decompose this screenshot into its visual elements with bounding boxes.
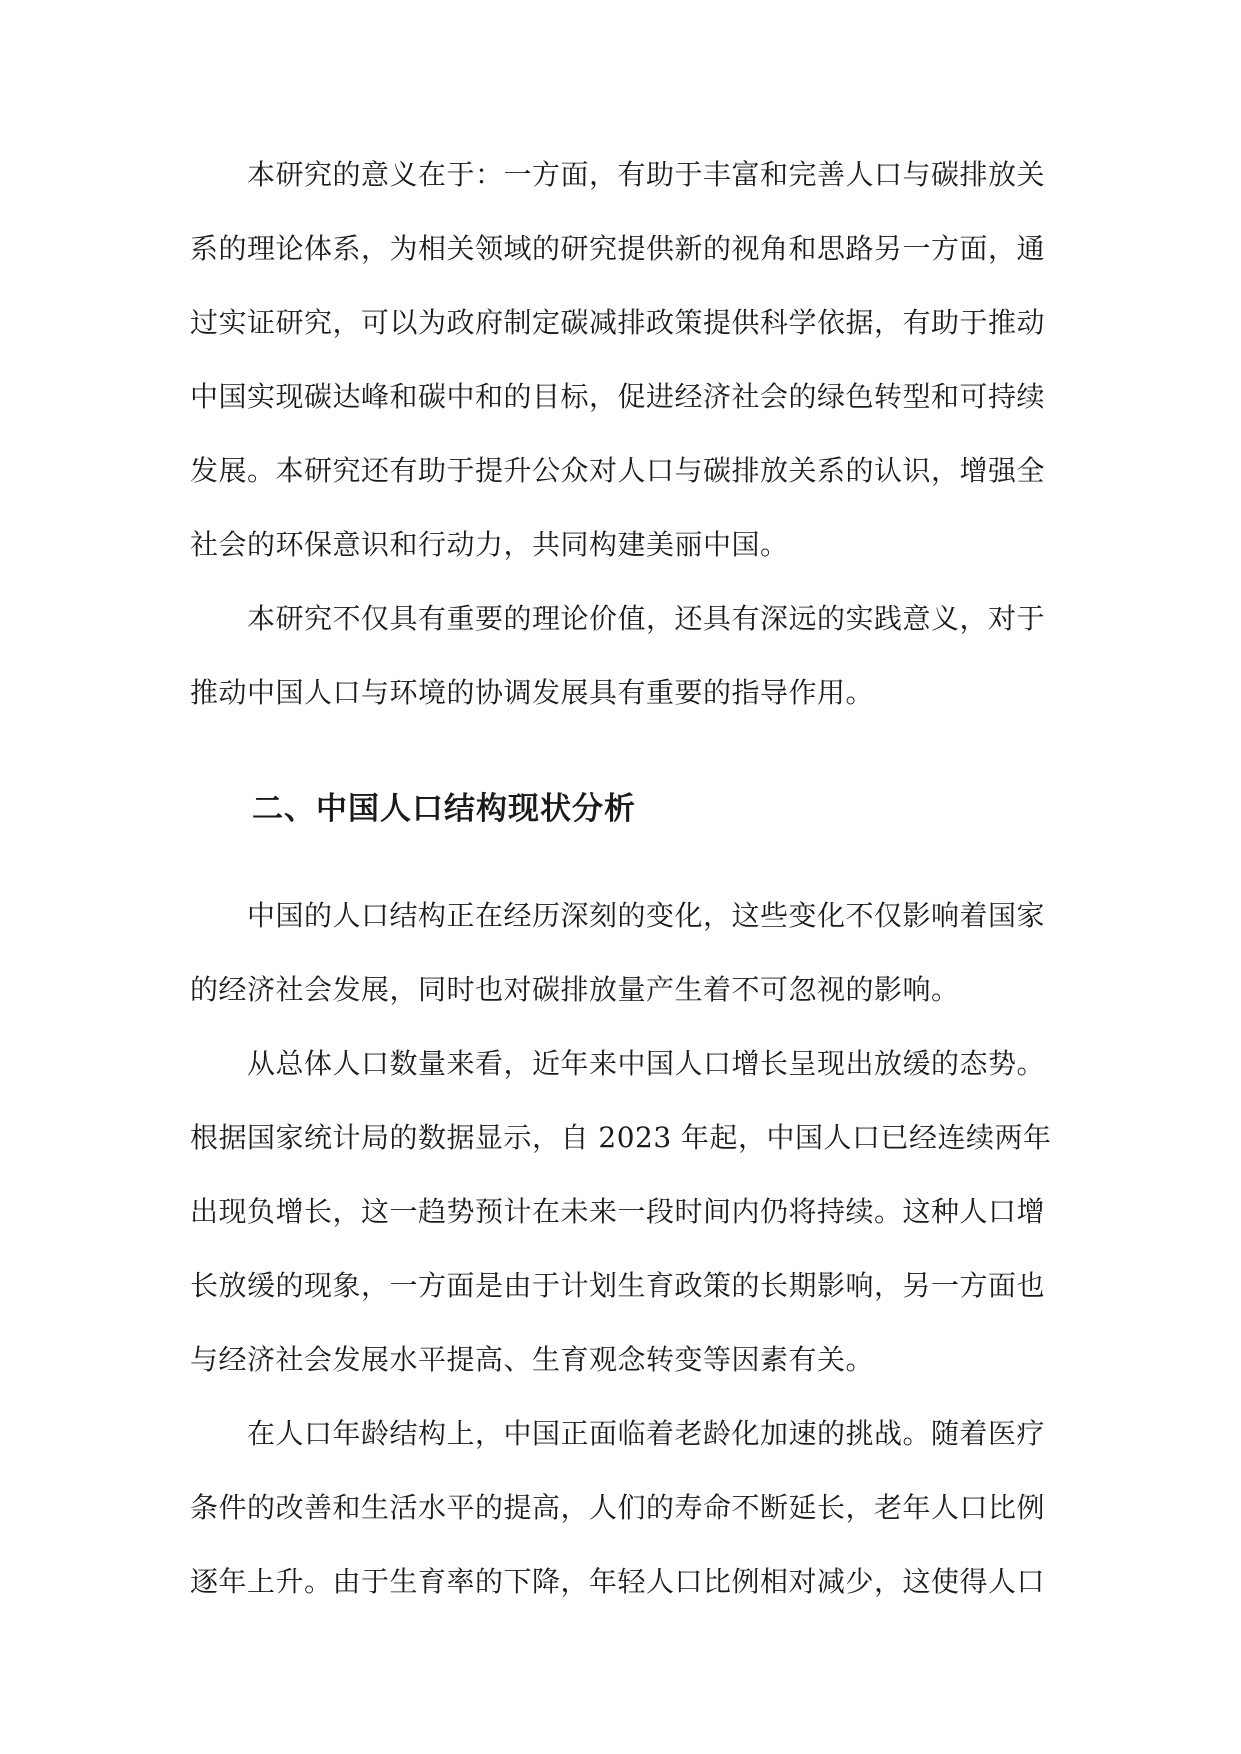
paragraph-4-line-3: 出现负增长，这一趋势预计在未来一段时间内仍将持续。这种人口增	[190, 1195, 1046, 1228]
paragraph-5-line-1: 在人口年龄结构上，中国正面临着老龄化加速的挑战。随着医疗	[247, 1417, 1046, 1450]
paragraph-5-line-2: 条件的改善和生活水平的提高，人们的寿命不断延长，老年人口比例	[190, 1491, 1046, 1524]
paragraph-2-line-2: 推动中国人口与环境的协调发展具有重要的指导作用。	[190, 676, 875, 709]
paragraph-1-line-2: 系的理论体系，为相关领域的研究提供新的视角和思路另一方面，通	[190, 232, 1046, 265]
paragraph-1-line-5: 发展。本研究还有助于提升公众对人口与碳排放关系的认识，增强全	[190, 454, 1046, 487]
paragraph-4-line-4: 长放缓的现象，一方面是由于计划生育政策的长期影响，另一方面也	[190, 1269, 1046, 1302]
paragraph-4-line-1: 从总体人口数量来看，近年来中国人口增长呈现出放缓的态势。	[247, 1047, 1046, 1080]
paragraph-1-line-6: 社会的环保意识和行动力，共同构建美丽中国。	[190, 528, 789, 561]
paragraph-2-line-1: 本研究不仅具有重要的理论价值，还具有深远的实践意义，对于	[247, 602, 1046, 635]
paragraph-5-line-3: 逐年上升。由于生育率的下降，年轻人口比例相对减少，这使得人口	[190, 1565, 1046, 1598]
paragraph-4-line-2: 根据国家统计局的数据显示，自 2023 年起，中国人口已经连续两年	[190, 1121, 1052, 1154]
paragraph-1-line-1: 本研究的意义在于：一方面，有助于丰富和完善人口与碳排放关	[247, 158, 1046, 191]
paragraph-1-line-3: 过实证研究，可以为政府制定碳减排政策提供科学依据，有助于推动	[190, 306, 1046, 339]
paragraph-3-line-1: 中国的人口结构正在经历深刻的变化，这些变化不仅影响着国家	[247, 899, 1046, 932]
paragraph-3-line-2: 的经济社会发展，同时也对碳排放量产生着不可忽视的影响。	[190, 973, 960, 1006]
paragraph-1-line-4: 中国实现碳达峰和碳中和的目标，促进经济社会的绿色转型和可持续	[190, 380, 1046, 413]
section-heading: 二、中国人口结构现状分析	[252, 791, 636, 827]
paragraph-4-line-5: 与经济社会发展水平提高、生育观念转变等因素有关。	[190, 1343, 875, 1376]
